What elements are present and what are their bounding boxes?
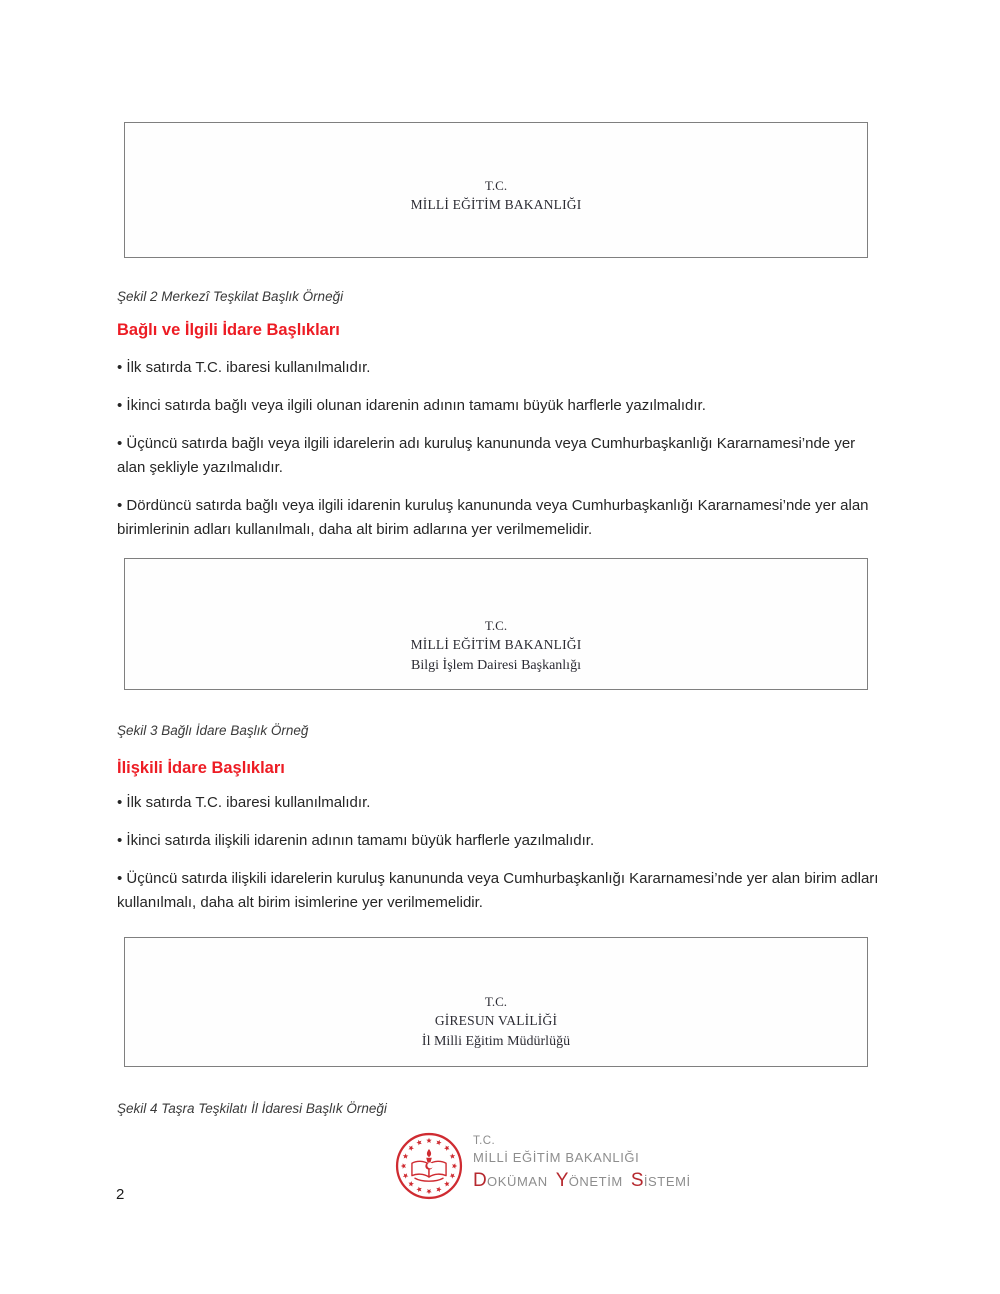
bullet-item: • İkinci satırda bağlı veya ilgili olunan idarenin adının tamamı büyük harflerle yazılmalıdır. [117, 394, 882, 418]
meb-emblem-icon [394, 1131, 464, 1201]
footer-tc-label: T.C. [473, 1135, 496, 1147]
letterhead-example [411, 617, 582, 676]
bullet-item: • Üçüncü satırda bağlı veya ilgili idarelerin adı kuruluş kanununda veya Cumhurbaşkanlığı Kararnamesi’nde yer alan şekliyle yazılmalıdır. [117, 432, 882, 480]
figure-box-tasra-teskilati [124, 937, 868, 1067]
bullet-item: • Dördüncü satırda bağlı veya ilgili idarenin kuruluş kanununda veya Cumhurbaşkanlığı Kararnamesi’nde yer alan birimlerinin adları kullanılmalı, daha alt birim adlarına yer verilmemelidir. [117, 494, 882, 542]
letterhead-line: T.C. [484, 993, 508, 1009]
bullet-list [117, 356, 882, 556]
letterhead-line: T.C. [484, 177, 508, 193]
letterhead-example [422, 993, 570, 1052]
dys-word: Y ÖNETİM [555, 1170, 623, 1191]
letterhead-line: Bilgi İşlem Dairesi Başkanlığı [411, 657, 581, 673]
dys-word: S İSTEMİ [630, 1170, 691, 1191]
letterhead-line: GİRESUN VALİLİĞİ [434, 1012, 558, 1028]
letterhead-line: İl Milli Eğitim Müdürlüğü [421, 1033, 571, 1049]
figure-caption: Şekil 2 Merkezî Teşkilat Başlık Örneği [117, 289, 344, 304]
footer-wordmark [473, 1134, 691, 1192]
footer-ministry-label: MİLLİ EĞİTİM BAKANLIĞI [473, 1150, 640, 1165]
bullet-item: • İlk satırda T.C. ibaresi kullanılmalıdır. [117, 791, 882, 815]
letterhead-line: T.C. [484, 617, 508, 633]
letterhead-example [411, 177, 582, 214]
bullet-item: • İlk satırda T.C. ibaresi kullanılmalıdır. [117, 356, 882, 380]
dys-word: D OKÜMAN [473, 1170, 548, 1191]
page-number: 2 [116, 1186, 125, 1203]
figure-box-merkezi-teskilat [124, 122, 868, 258]
bullet-item: • Üçüncü satırda ilişkili idarelerin kuruluş kanununda veya Cumhurbaşkanlığı Kararnamesi’nde yer alan birim adları kullanılmalı, daha alt birim isimlerine yer verilmemelidir. [117, 867, 882, 915]
section-heading: İlişkili İdare Başlıkları [117, 759, 285, 777]
figure-box-bagli-idare [124, 558, 868, 690]
letterhead-line: MİLLİ EĞİTİM BAKANLIĞI [410, 196, 582, 212]
bullet-item: • İkinci satırda ilişkili idarenin adının tamamı büyük harflerle yazılmalıdır. [117, 829, 882, 853]
footer-dys-label [473, 1170, 691, 1192]
section-heading: Bağlı ve İlgili İdare Başlıkları [117, 321, 340, 339]
figure-caption: Şekil 4 Taşra Teşkilatı İl İdaresi Başlık Örneği [117, 1101, 387, 1116]
letterhead-line: MİLLİ EĞİTİM BAKANLIĞI [410, 636, 582, 652]
figure-caption: Şekil 3 Bağlı İdare Başlık Örneğ [117, 723, 309, 738]
bullet-list [117, 791, 882, 929]
